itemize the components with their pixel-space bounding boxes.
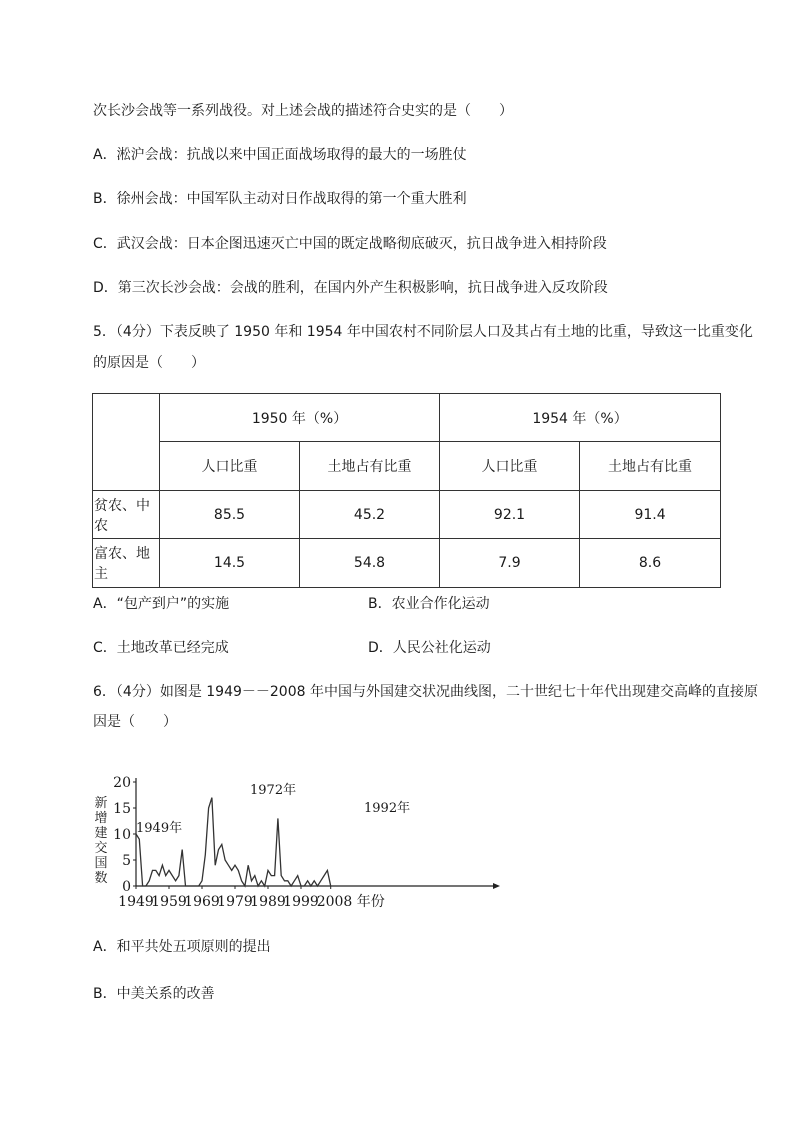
q5-option-c: C．土地改革已经完成	[93, 640, 229, 656]
table-cell: 8.6	[580, 539, 721, 588]
q4-option-b: B．徐州会战：中国军队主动对日作战取得的第一个重大胜利	[93, 191, 467, 207]
q4-option-c: C．武汉会战：日本企图迅速灭亡中国的既定战略彻底破灭，抗日战争进入相持阶段	[93, 236, 607, 252]
row-label: 贫农、中农	[93, 491, 160, 539]
q5-option-d: D．人民公社化运动	[368, 640, 491, 656]
x-tick-label: 1959	[151, 894, 187, 910]
q5-table	[92, 393, 721, 588]
q6-option-a: A．和平共处五项原则的提出	[93, 939, 271, 955]
q6-stem-line1: 6．（4分）如图是 1949－－2008 年中国与外国建交状况曲线图，二十世纪七十年代出现建交高峰的直接原	[93, 684, 758, 700]
q6-option-b: B．中美关系的改善	[93, 986, 215, 1002]
table-cell: 7.9	[440, 539, 580, 588]
q5-option-b: B．农业合作化运动	[368, 596, 490, 612]
y-tick-label: 10	[113, 827, 131, 843]
q5-option-a: A．“包产到户”的实施	[93, 596, 230, 612]
table-cell: 91.4	[580, 491, 721, 539]
y-axis-label-char: 交	[94, 841, 108, 856]
x-tick-label: 1979	[217, 894, 253, 910]
peak-annotation: 1972年	[250, 783, 297, 798]
x-axis-arrow	[493, 883, 500, 889]
table-cell: 45.2	[300, 491, 440, 539]
series-line	[136, 798, 331, 886]
table-corner-cell	[93, 394, 160, 491]
year-header-1950: 1950 年（%）	[160, 394, 440, 442]
q4-option-d: D．第三次长沙会战：会战的胜利，在国内外产生积极影响，抗日战争进入反攻阶段	[93, 280, 608, 296]
x-tick-label: 1999	[283, 894, 319, 910]
x-tick-label: 1989	[250, 894, 286, 910]
q5-stem-line2: 的原因是（ ）	[93, 355, 205, 371]
diplomatic-relations-line-chart	[93, 765, 533, 915]
y-axis-label-char: 增	[94, 811, 108, 826]
y-tick-label: 15	[113, 801, 131, 817]
q4-option-a: A．淞沪会战：抗战以来中国正面战场取得的最大的一场胜仗	[93, 147, 467, 163]
table-cell: 85.5	[160, 491, 300, 539]
table-cell: 54.8	[300, 539, 440, 588]
peak-annotation: 1992年	[364, 801, 411, 816]
sub-header: 人口比重	[440, 442, 580, 491]
table-row	[93, 539, 721, 588]
table-cell: 14.5	[160, 539, 300, 588]
y-tick-label: 20	[113, 775, 131, 791]
x-tick-label: 1969	[184, 894, 220, 910]
y-axis-label-char: 建	[94, 826, 108, 841]
x-tick-label: 2008 年份	[316, 894, 385, 910]
y-axis-label-char: 国	[94, 856, 108, 871]
y-axis-label-char: 新	[94, 796, 108, 811]
y-tick-label: 5	[122, 853, 131, 869]
q6-stem-line2: 因是（ ）	[93, 714, 177, 730]
sub-header: 土地占有比重	[580, 442, 721, 491]
q4-stem-tail: 次长沙会战等一系列战役。对上述会战的描述符合史实的是（ ）	[93, 103, 513, 119]
table-cell: 92.1	[440, 491, 580, 539]
x-tick-label: 1949	[118, 894, 154, 910]
y-tick-label: 0	[122, 879, 131, 895]
row-label: 富农、地主	[93, 539, 160, 588]
table-row	[93, 491, 721, 539]
sub-header: 人口比重	[160, 442, 300, 491]
peak-annotation: 1949年	[136, 821, 183, 836]
sub-header: 土地占有比重	[300, 442, 440, 491]
year-header-1954: 1954 年（%）	[440, 394, 721, 442]
y-axis-label-char: 数	[94, 871, 108, 886]
q5-stem-line1: 5．（4分）下表反映了 1950 年和 1954 年中国农村不同阶层人口及其占有土地的比重，导致这一比重变化	[93, 324, 753, 340]
